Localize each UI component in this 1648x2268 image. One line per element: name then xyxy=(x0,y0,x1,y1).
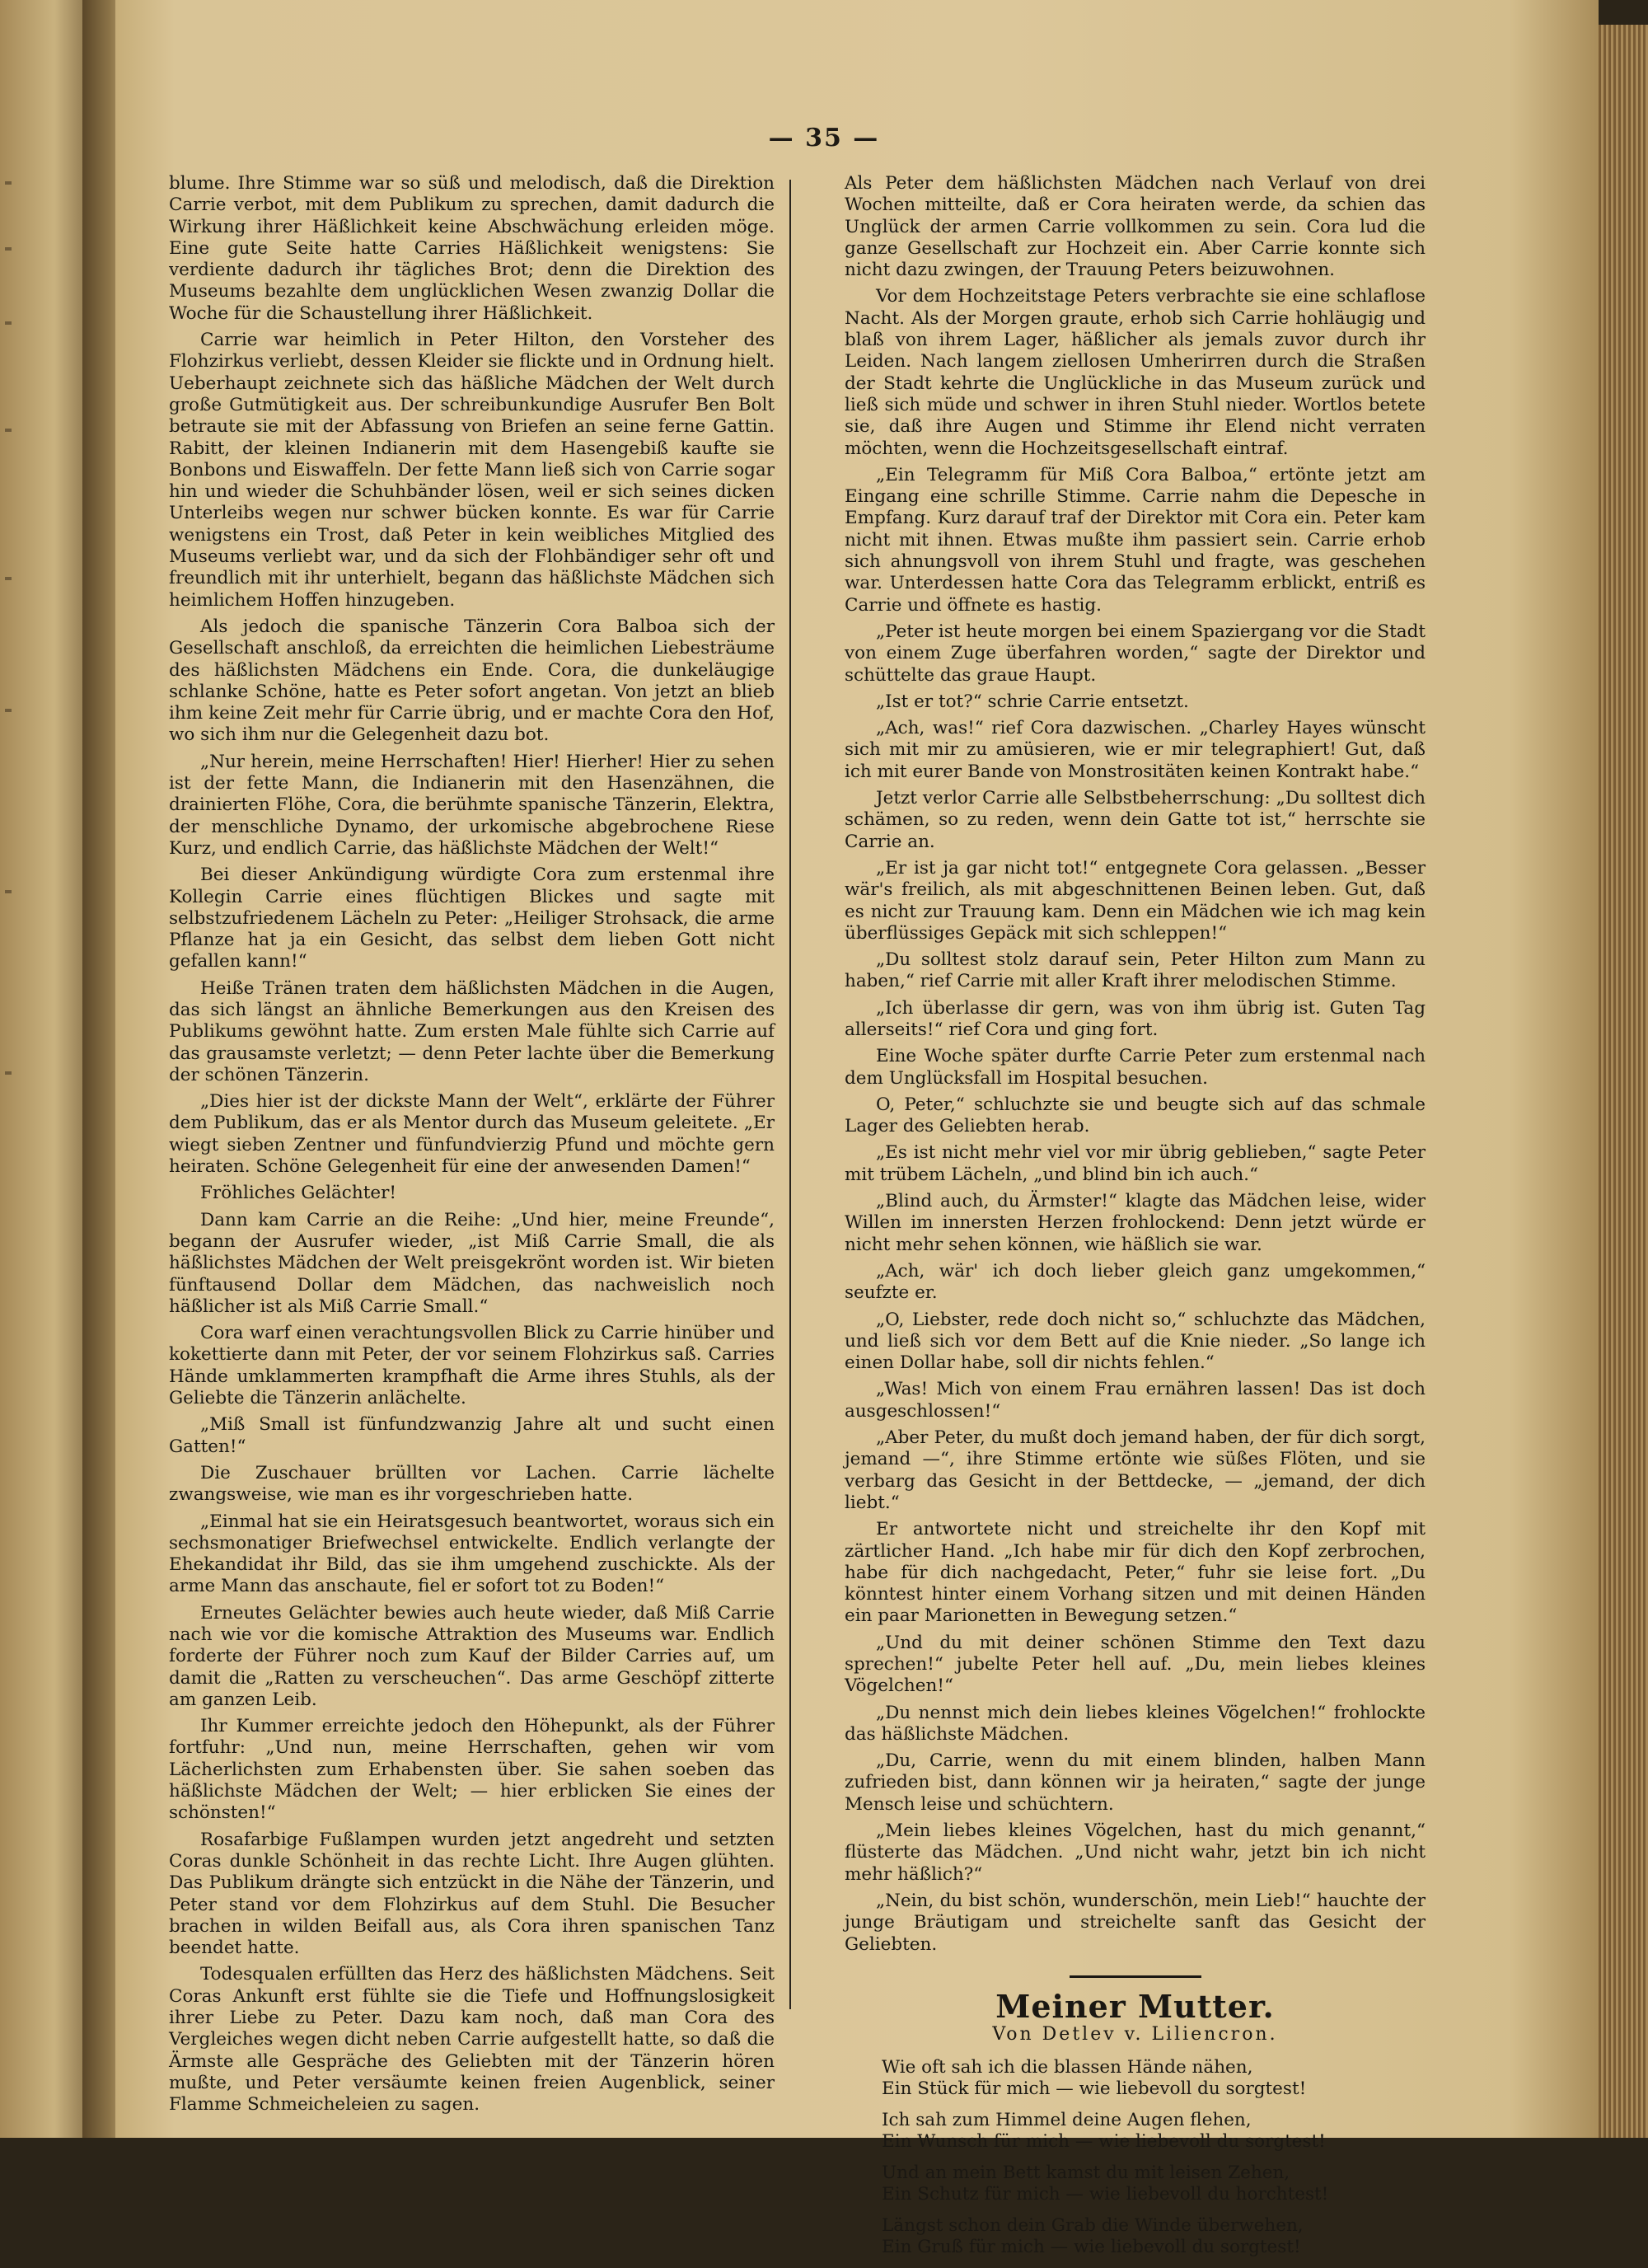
poem-line: Ein Gruß für mich — wie liebevoll du sorgtest! xyxy=(882,2237,1301,2258)
paragraph: „Mein liebes kleines Vögelchen, hast du mich genannt,“ flüsterte das Mädchen. „Und nicht wahr, jetzt bin ich nicht mehr häßlich?“ xyxy=(845,1820,1426,1885)
edge-mark xyxy=(5,181,12,185)
paragraph: Vor dem Hochzeitstage Peters verbrachte sie eine schlaflose Nacht. Als der Morgen graute, erhob sich Carrie hohläugig und blaß von ihrem Lager, häßlicher als jemals zuvor durch ihr Leiden. Nach langem ziellosen Umherirren durch die Straßen der Stadt kehrte die Unglückliche in das Museum zurück und ließ sich müde und schwer in ihren Stuhl nieder. Wortlos betete sie, daß ihre Augen und Stimme ihr Elend nicht verraten möchten, wenn die Hochzeitsgesellschaft eintraf. xyxy=(845,286,1426,459)
paragraph: Die Zuschauer brüllten vor Lachen. Carrie lächelte zwangsweise, wie man es ihr vorgeschrieben hatte. xyxy=(169,1462,775,1506)
page-stack-edge xyxy=(1599,25,1648,2138)
paragraph: „Nein, du bist schön, wunderschön, mein Lieb!“ hauchte der junge Bräutigam und streichelte sanft das Gesicht der Geliebten. xyxy=(845,1890,1426,1955)
right-text-column xyxy=(845,173,1426,2268)
poem-stanza xyxy=(882,2110,1426,2153)
paragraph: „Was! Mich von einem Frau ernähren lassen! Das ist doch ausgeschlossen!“ xyxy=(845,1379,1426,1422)
poem-line: Ein Stück für mich — wie liebevoll du sorgtest! xyxy=(882,2078,1307,2100)
paragraph: „Ich überlasse dir gern, was von ihm übrig ist. Guten Tag allerseits!“ rief Cora und ging fort. xyxy=(845,997,1426,1040)
paragraph: Jetzt verlor Carrie alle Selbstbeherrschung: „Du solltest dich schämen, so zu reden, wenn dein Gatte tot ist,“ herrschte sie Carrie an. xyxy=(845,788,1426,852)
paragraph: Erneutes Gelächter bewies auch heute wieder, daß Miß Carrie nach wie vor die komische Attraktion des Museums war. Endlich forderte der Führer noch zum Kauf der Bilder Carries auf, um damit die „Ratten zu verscheuchen“. Das arme Geschöpf zitterte am ganzen Leib. xyxy=(169,1602,775,1710)
paragraph: Fröhliches Gelächter! xyxy=(200,1183,396,1204)
paragraph: „O, Liebster, rede doch nicht so,“ schluchzte das Mädchen, und ließ sich vor dem Bett auf die Knie nieder. „So lange ich einen Dollar habe, soll dir nichts fehlen.“ xyxy=(845,1309,1426,1374)
paragraph: „Und du mit deiner schönen Stimme den Text dazu sprechen!“ jubelte Peter hell auf. „Du, mein liebes kleines Vögelchen!“ xyxy=(845,1632,1426,1697)
paragraph: „Einmal hat sie ein Heiratsgesuch beantwortet, woraus sich ein sechsmonatiger Briefwechsel entwickelte. Endlich verlangte der Ehekandidat ihr Bild, das sie ihm umgehend zuschickte. Als der arme Mann das anschaute, fiel er sofort tot zu Boden!“ xyxy=(169,1511,775,1597)
paragraph: Carrie war heimlich in Peter Hilton, den Vorsteher des Flohzirkus verliebt, dessen Kleider sie flickte und in Ordnung hielt. Ueberhaupt zeichnete sich das häßliche Mädchen der Welt durch große Gutmütigkeit aus. Der schreibunkundige Ausrufer Ben Bolt betraute sie mit der Abfassung von Briefen an seine ferne Gattin. Rabitt, der kleinen Indianerin mit dem Hasengebiß kaufte sie Bonbons und Eiswaffeln. Der fette Mann ließ sich von Carrie sogar hin und wieder die Schuhbänder lösen, weil er sich seines dicken Unterleibs wegen nur schwer bücken konnte. Es war für Carrie wenigstens ein Trost, daß Peter in kein weibliches Mitglied des Museums verliebt war, und da sich der Flohbändiger sehr oft und freundlich mit ihr unterhielt, begann das häßlichste Mädchen sich heimlichem Hoffen hinzugeben. xyxy=(169,330,775,611)
poem-line: Wie oft sah ich die blassen Hände nähen, xyxy=(882,2057,1253,2078)
poem-line: Längst schon dein Grab die Winde überwehen, xyxy=(882,2215,1304,2237)
edge-mark xyxy=(5,709,12,712)
paragraph: Er antwortete nicht und streichelte ihr den Kopf mit zärtlicher Hand. „Ich habe mir für dich den Kopf zerbrochen, habe für dich nachgedacht, Peter,“ fuhr sie leise fort. „Du könntest hinter einem Vorhang sitzen und mit deinen Händen ein paar Marionetten in Bewegung setzen.“ xyxy=(845,1519,1426,1627)
paragraph: „Miß Small ist fünfundzwanzig Jahre alt und sucht einen Gatten!“ xyxy=(169,1414,775,1457)
paragraph: „Ach, wär' ich doch lieber gleich ganz umgekommen,“ seufzte er. xyxy=(845,1260,1426,1304)
poem-author: Von Detlev v. Liliencron. xyxy=(992,2024,1278,2045)
poem-line: Ein Schutz für mich — wie liebevoll du horchtest! xyxy=(882,2184,1329,2205)
paragraph: Als Peter dem häßlichsten Mädchen nach Verlauf von drei Wochen mitteilte, daß er Cora heiraten werde, da schien das Unglück der armen Carrie vollkommen zu sein. Cora lud die ganze Gesellschaft zur Hochzeit ein. Aber Carrie konnte sich nicht dazu zwingen, der Trauung Peters beizuwohnen. xyxy=(845,173,1426,281)
paragraph: „Ach, was!“ rief Cora dazwischen. „Charley Hayes wünscht sich mit mir zu amüsieren, wie er mir telegraphiert! Gut, daß ich mit eurer Bande von Monstrositäten keinen Kontrakt habe.“ xyxy=(845,718,1426,782)
paragraph: Cora warf einen verachtungsvollen Blick zu Carrie hinüber und kokettierte dann mit Peter, der vor seinem Flohzirkus saß. Carries Hände umklammerten krampfhaft die Arme ihres Stuhls, als der Geliebte die Tänzerin anlächelte. xyxy=(169,1323,775,1409)
edge-mark xyxy=(5,890,12,893)
paragraph: Heiße Tränen traten dem häßlichsten Mädchen in die Augen, das sich längst an ähnliche Bemerkungen aus den Kreisen des Publikums gewöhnt hatte. Zum ersten Male fühlte sich Carrie auf das grausamste verletzt; — denn Peter lachte über die Bemerkung der schönen Tänzerin. xyxy=(169,977,775,1085)
paragraph: „Du nennst mich dein liebes kleines Vögelchen!“ frohlockte das häßlichste Mädchen. xyxy=(845,1702,1426,1745)
paragraph: Dann kam Carrie an die Reihe: „Und hier, meine Freunde“, begann der Ausrufer wieder, „ist Miß Carrie Small, die als häßlichstes Mädchen der Welt preisgekrönt worden ist. Wir bieten fünftausend Dollar dem Mädchen, das nachweislich noch häßlicher ist als Miß Carrie Small.“ xyxy=(169,1209,775,1317)
paragraph: „Dies hier ist der dickste Mann der Welt“, erklärte der Führer dem Publikum, das er als Mentor durch das Museum geleitete. „Er wiegt sieben Zentner und fünfundvierzig Pfund und möchte gern heiraten. Schöne Gelegenheit für eine der anwesenden Damen!“ xyxy=(169,1091,775,1178)
paragraph: Bei dieser Ankündigung würdigte Cora zum erstenmal ihre Kollegin Carrie eines flüchtigen Blickes und sagte mit selbstzufriedenem Lächeln zu Peter: „Heiliger Strohsack, die arme Pflanze hat ja ein Gesicht, das selbst dem lieben Gott nicht gefallen kann!“ xyxy=(169,865,775,972)
edge-mark xyxy=(5,1071,12,1075)
page-number: — 35 — xyxy=(768,124,880,152)
poem-body xyxy=(845,2057,1426,2258)
paragraph: Todesqualen erfüllten das Herz des häßlichsten Mädchens. Seit Coras Ankunft erst fühlte sie die Tiefe und Hoffnungslosigkeit ihrer Liebe zu Peter. Dazu kam noch, daß man Cora des Vergleiches wegen dicht neben Carrie aufgestellt hatte, so daß die Ärmste alle Gespräche des Geliebten mit der Tänzerin hören mußte, und Peter versäumte keinen freien Augenblick, seiner Flamme Schmeicheleien zu sagen. xyxy=(169,1964,775,2116)
paragraph: O, Peter,“ schluchzte sie und beugte sich auf das schmale Lager des Geliebten herab. xyxy=(845,1094,1426,1137)
poem-line: Ich sah zum Himmel deine Augen flehen, xyxy=(882,2110,1252,2131)
poem-stanza xyxy=(882,2215,1426,2258)
edge-mark xyxy=(5,321,12,325)
paragraph: „Nur herein, meine Herrschaften! Hier! Hierher! Hier zu sehen ist der fette Mann, die Indianerin mit den Hasenzähnen, die drainierten Flöhe, Cora, die berühmte spanische Tänzerin, Elektra, der menschliche Dynamo, der urkomische abgebrochene Riese Kurz, und endlich Carrie, das häßlichste Mädchen der Welt!“ xyxy=(169,751,775,859)
left-text-column xyxy=(169,173,775,2121)
poem-title: Meiner Mutter. xyxy=(995,1987,1275,2025)
paragraph: „Ein Telegramm für Miß Cora Balboa,“ ertönte jetzt am Eingang eine schrille Stimme. Carrie nahm die Depesche in Empfang. Kurz darauf traf der Direktor mit Cora ein. Peter kam nicht mit ihnen. Etwas mußte ihm passiert sein. Carrie erhob sich ahnungsvoll von ihrem Stuhl und fragte, was geschehen war. Unterdessen hatte Cora das Telegramm erblickt, entriß es Carrie und öffnete es hastig. xyxy=(845,464,1426,616)
edge-mark xyxy=(5,577,12,580)
paragraph: „Es ist nicht mehr viel vor mir übrig geblieben,“ sagte Peter mit trübem Lächeln, „und blind bin ich auch.“ xyxy=(845,1142,1426,1185)
paragraph: „Ist er tot?“ schrie Carrie entsetzt. xyxy=(876,691,1189,712)
poem-stanza xyxy=(882,2057,1426,2100)
paragraph: „Du solltest stolz darauf sein, Peter Hilton zum Mann zu haben,“ rief Carrie mit aller Kraft ihrer melodischen Stimme. xyxy=(845,949,1426,992)
edge-mark xyxy=(5,429,12,432)
paragraph: Eine Woche später durfte Carrie Peter zum erstenmal nach dem Unglücksfall im Hospital besuchen. xyxy=(845,1046,1426,1089)
poem-line: Ein Wunsch für mich — wie liebevoll du sorgtest! xyxy=(882,2131,1326,2153)
paragraph: „Blind auch, du Ärmster!“ klagte das Mädchen leise, wider Willen im innersten Herzen frohlockend: Denn jetzt würde er nicht mehr sehen können, wie häßlich sie war. xyxy=(845,1191,1426,1255)
paragraph: Rosafarbige Fußlampen wurden jetzt angedreht und setzten Coras dunkle Schönheit in das rechte Licht. Ihre Augen glühten. Das Publikum drängte sich entzückt in die Nähe der Tänzerin, und Peter stand vor dem Flohzirkus auf dem Stuhl. Die Besucher brachen in wilden Beifall aus, als Cora ihren spanischen Tanz beendet hatte. xyxy=(169,1829,775,1959)
paragraph: „Aber Peter, du mußt doch jemand haben, der für dich sorgt, jemand —“, ihre Stimme ertönte wie süßes Flöten, und sie verbarg das Gesicht in der Bettdecke, — „jemand, der dich liebt.“ xyxy=(845,1427,1426,1513)
paragraph: „Du, Carrie, wenn du mit einem blinden, halben Mann zufrieden bist, dann können wir ja heiraten,“ sagte der junge Mensch leise und schüchtern. xyxy=(845,1750,1426,1815)
paragraph: „Peter ist heute morgen bei einem Spaziergang vor die Stadt von einem Zuge überfahren worden,“ sagte der Direktor und schüttelte das graue Haupt. xyxy=(845,621,1426,686)
right-column-paragraphs xyxy=(845,173,1426,1956)
edge-mark xyxy=(5,247,12,251)
paragraph: Ihr Kummer erreichte jedoch den Höhepunkt, als der Führer fortfuhr: „Und nun, meine Herrschaften, gehen wir vom Lächerlichsten zum Erhabensten über. Sie sahen soeben das häßlichste Mädchen der Welt; — hier erblicken Sie eines der schönsten!“ xyxy=(169,1716,775,1824)
paragraph: blume. Ihre Stimme war so süß und melodisch, daß die Direktion Carrie verbot, mit dem Publikum zu sprechen, damit dadurch die Wirkung ihrer Häßlichkeit keine Abschwächung erleiden möge. Eine gute Seite hatte Carries Häßlichkeit wenigstens: Sie verdiente dadurch ihr tägliches Brot; denn die Direktion des Museums bezahlte dem unglücklichen Wesen zwanzig Dollar die Woche für die Schaustellung ihrer Häßlichkeit. xyxy=(169,173,775,324)
poem-stanza xyxy=(882,2163,1426,2205)
poem-line: Und an mein Bett kamst du mit leisen Zehen, xyxy=(882,2163,1290,2184)
column-divider xyxy=(789,180,791,2009)
paragraph: „Er ist ja gar nicht tot!“ entgegnete Cora gelassen. „Besser wär's freilich, als mit abgeschnittenen Beinen leben. Gut, daß es nicht zur Trauung kam. Denn ein Mädchen wie ich mag kein überflüssiges Gepäck mit sich schleppen!“ xyxy=(845,857,1426,944)
poem-separator-rule xyxy=(1070,1975,1201,1978)
paragraph: Als jedoch die spanische Tänzerin Cora Balboa sich der Gesellschaft anschloß, da erreichten die heimlichen Liebesträume des häßlichsten Mädchens ein Ende. Cora, die dunkeläugige schlanke Schöne, hatte es Peter sofort angetan. Von jetzt an blieb ihm keine Zeit mehr für Carrie übrig, und er machte Cora den Hof, wo sich ihm nur die Gelegenheit dazu bot. xyxy=(169,616,775,746)
